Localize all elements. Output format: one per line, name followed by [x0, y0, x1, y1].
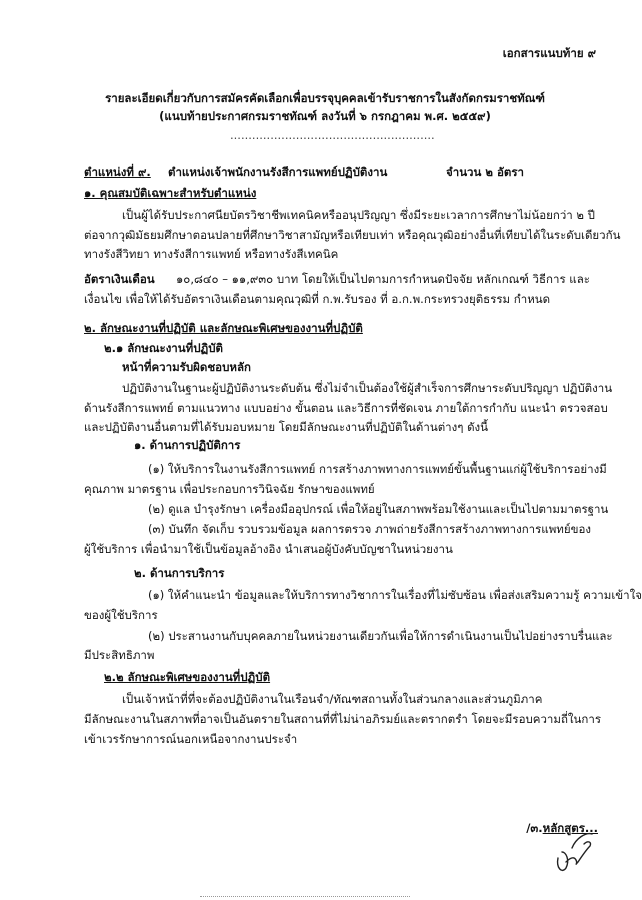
- scan-edge-mark: [200, 896, 410, 897]
- continuation-prefix: /๓.: [526, 821, 543, 835]
- position-name: ตำแหน่งเจ้าพนักงานรังสีการแพทย์ปฏิบัติงาน: [168, 165, 388, 179]
- special-line: เข้าเวรรักษาการณ์นอกเหนือจากงานประจำ: [84, 732, 298, 746]
- operations-item: ผู้ใช้บริการ เพื่อนำมาใช้เป็นข้อมูลอ้างอิง นำเสนอผู้บังคับบัญชาในหน่วยงาน: [84, 542, 453, 556]
- document-title: รายละเอียดเกี่ยวกับการสมัครคัดเลือกเพื่อบรรจุบุคคลเข้ารับราชการในสังกัดกรมราชทัณฑ์: [105, 91, 545, 105]
- subsection-2-1-heading: ๒.๑ ลักษณะงานที่ปฏิบัติ: [104, 341, 223, 355]
- salary-line: เงื่อนไข เพื่อให้ได้รับอัตราเงินเดือนตามคุณวุฒิที่ ก.พ.รับรอง ที่ อ.ก.พ.กระทรวงยุติธรรม กำหนด: [84, 292, 551, 306]
- section-2-heading: ๒. ลักษณะงานที่ปฏิบัติ และลักษณะพิเศษของงานที่ปฏิบัติ: [84, 321, 363, 335]
- qualification-line: ทางรังสีวิทยา ทางรังสีการแพทย์ หรือทางรังสีเทคนิค: [84, 247, 339, 261]
- service-item: ของผู้ใช้บริการ: [84, 608, 158, 622]
- service-item: มีประสิทธิภาพ: [84, 648, 155, 662]
- section-1-heading: ๑. คุณสมบัติเฉพาะสำหรับตำแหน่ง: [84, 186, 257, 200]
- attachment-label: เอกสารแนบท้าย ๙: [502, 46, 596, 60]
- qualification-line: เป็นผู้ได้รับประกาศนียบัตรวิชาชีพเทคนิคหรืออนุปริญญา ซึ่งมีระยะเวลาการศึกษาไม่น้อยกว่า ๒ ปี: [122, 208, 595, 222]
- operations-heading: ๑. ด้านการปฏิบัติการ: [134, 438, 241, 452]
- operations-item: (๑) ให้บริการในงานรังสีการแพทย์ การสร้างภาพทางการแพทย์ขั้นพื้นฐานแก่ผู้ใช้บริการอย่างมี: [148, 462, 607, 476]
- subsection-2-2-heading: ๒.๒ ลักษณะพิเศษของงานที่ปฏิบัติ: [104, 670, 271, 684]
- salary-label: อัตราเงินเดือน: [84, 272, 155, 286]
- position-count: จำนวน ๒ อัตรา: [446, 165, 524, 179]
- service-heading: ๒. ด้านการบริการ: [134, 566, 225, 580]
- continuation-label: หลักสูตร...: [542, 821, 598, 835]
- operations-item: (๒) ดูแล บำรุงรักษา เครื่องมืออุปกรณ์ เพื่อให้อยู่ในสภาพพร้อมใช้งานและเป็นไปตามมาตรฐาน: [148, 502, 609, 516]
- document-subtitle: (แนบท้ายประกาศกรมราชทัณฑ์ ลงวันที่ ๖ กรกฎาคม พ.ศ. ๒๕๕๙): [159, 109, 491, 123]
- title-separator: ........................................................: [230, 128, 435, 142]
- salary-line: ๑๐,๘๔๐ – ๑๑,๙๓๐ บาท โดยให้เป็นไปตามการกำหนดปัจจัย หลักเกณฑ์ วิธีการ และ: [176, 272, 590, 286]
- service-item: (๒) ประสานงานกับบุคคลภายในหน่วยงานเดียวกันเพื่อให้การดำเนินงานเป็นไปอย่างราบรื่นและ: [148, 629, 613, 643]
- service-item: (๑) ให้คำแนะนำ ข้อมูลและให้บริการทางวิชาการในเรื่องที่ไม่ซับซ้อน เพื่อส่งเสริมความรู้ ความเข้าใจ: [148, 588, 642, 602]
- special-line: เป็นเจ้าหน้าที่ที่จะต้องปฏิบัติงานในเรือนจำ/ทัณฑสถานทั้งในส่วนกลางและส่วนภูมิภาค: [122, 692, 543, 706]
- main-duty-heading: หน้าที่ความรับผิดชอบหลัก: [122, 360, 251, 374]
- duty-line: ปฏิบัติงานในฐานะผู้ปฏิบัติงานระดับต้น ซึ่งไม่จำเป็นต้องใช้ผู้สำเร็จการศึกษาระดับปริญญา ปฏิบัติงาน: [122, 381, 613, 395]
- special-line: มีลักษณะงานในสภาพที่อาจเป็นอันตรายในสถานที่ที่ไม่น่าอภิรมย์และตรากตรำ โดยจะมีรอบความถี่ในการ: [84, 712, 602, 726]
- duty-line: ด้านรังสีการแพทย์ ตามแนวทาง แบบอย่าง ขั้นตอน และวิธีการที่ชัดเจน ภายใต้การกำกับ แนะนำ ตรวจสอบ: [84, 401, 608, 415]
- operations-item: (๓) บันทึก จัดเก็บ รวบรวมข้อมูล ผลการตรวจ ภาพถ่ายรังสีการสร้างภาพทางการแพทย์ของ: [148, 522, 592, 536]
- operations-item: คุณภาพ มาตรฐาน เพื่อประกอบการวินิจฉัย รักษาของแพทย์: [84, 482, 375, 496]
- qualification-line: ต่อจากวุฒิมัธยมศึกษาตอนปลายที่ศึกษาวิชาสามัญหรือเทียบเท่า หรือคุณวุฒิอย่างอื่นที่เทียบได้ในระดับเดียวกัน: [84, 228, 621, 242]
- position-label: ตำแหน่งที่ ๙.: [84, 165, 151, 179]
- duty-line: และปฏิบัติงานอื่นตามที่ได้รับมอบหมาย โดยมีลักษณะงานที่ปฏิบัติในด้านต่างๆ ดังนี้: [84, 420, 489, 434]
- handwritten-initials-signature: [552, 828, 596, 876]
